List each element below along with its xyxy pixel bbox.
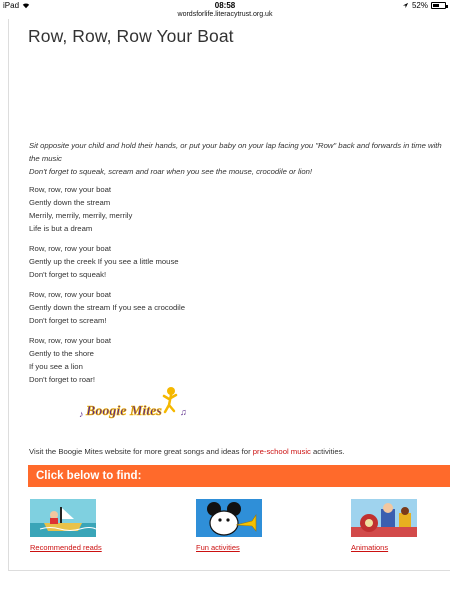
mouse-trumpet-illustration-icon[interactable] (196, 499, 262, 537)
device-name: iPad (3, 1, 20, 10)
lyric-line: Row, row, row your boat (29, 185, 112, 194)
intro-text (29, 139, 450, 178)
lyric-line: Life is but a dream (29, 224, 93, 233)
fun-activities-link[interactable]: Fun activities (196, 543, 240, 552)
boogie-mites-logo[interactable] (76, 383, 196, 423)
lyric-line: Merrily, merrily, merrily, merrily (29, 211, 133, 220)
clock: 08:58 (214, 1, 236, 10)
cartoon-animation-icon[interactable] (351, 499, 417, 537)
lyric-line: If you see a lion (29, 362, 83, 371)
boat-illustration-icon[interactable] (30, 499, 96, 537)
address-bar[interactable]: wordsforlife.literacytrust.org.uk (177, 11, 273, 18)
verse (29, 242, 329, 281)
lyric-line: Don't forget to squeak! (29, 270, 107, 279)
intro-line: Sit opposite your child and hold their hands, or put your baby on your lap facing you "Row" back and forwards in time with the music (29, 141, 442, 163)
visit-text-prefix: Visit the Boogie Mites website for more great songs and ideas for (29, 447, 253, 456)
lyric-line: Don't forget to scream! (29, 316, 107, 325)
lyric-line: Row, row, row your boat (29, 336, 112, 345)
lyric-line: Don't forget to roar! (29, 375, 95, 384)
verse (29, 183, 329, 235)
song-lyrics (29, 183, 329, 393)
battery-icon (431, 2, 446, 9)
status-right (402, 1, 446, 10)
recommended-reads-link[interactable]: Recommended reads (30, 543, 102, 552)
lyric-line: Gently down the stream If you see a crocodile (29, 303, 185, 312)
visit-paragraph (29, 447, 345, 456)
battery-percent: 52% (411, 1, 428, 10)
lyric-line: Gently down the stream (29, 198, 111, 207)
animations-link[interactable]: Animations (351, 543, 389, 552)
svg-text:♫: ♫ (180, 407, 187, 417)
click-below-banner: Click below to find: (28, 465, 450, 487)
verse (29, 334, 329, 386)
visit-text-suffix: activities. (310, 447, 345, 456)
page-title: Row, Row, Row Your Boat (28, 26, 234, 46)
lyric-line: Gently to the shore (29, 349, 94, 358)
svg-text:♪: ♪ (79, 409, 84, 419)
intro-line: Don't forget to squeak, scream and roar when you see the mouse, crocodile or lion! (29, 167, 313, 176)
location-arrow-icon (402, 2, 409, 9)
lyric-line: Row, row, row your boat (29, 290, 112, 299)
battery-fill (433, 4, 439, 7)
lyric-line: Row, row, row your boat (29, 244, 112, 253)
lyric-line: Gently up the creek If you see a little mouse (29, 257, 179, 266)
logo-text: Boogie Mites (86, 404, 162, 419)
pre-school-music-link[interactable]: pre-school music (252, 447, 311, 456)
verse (29, 288, 329, 327)
